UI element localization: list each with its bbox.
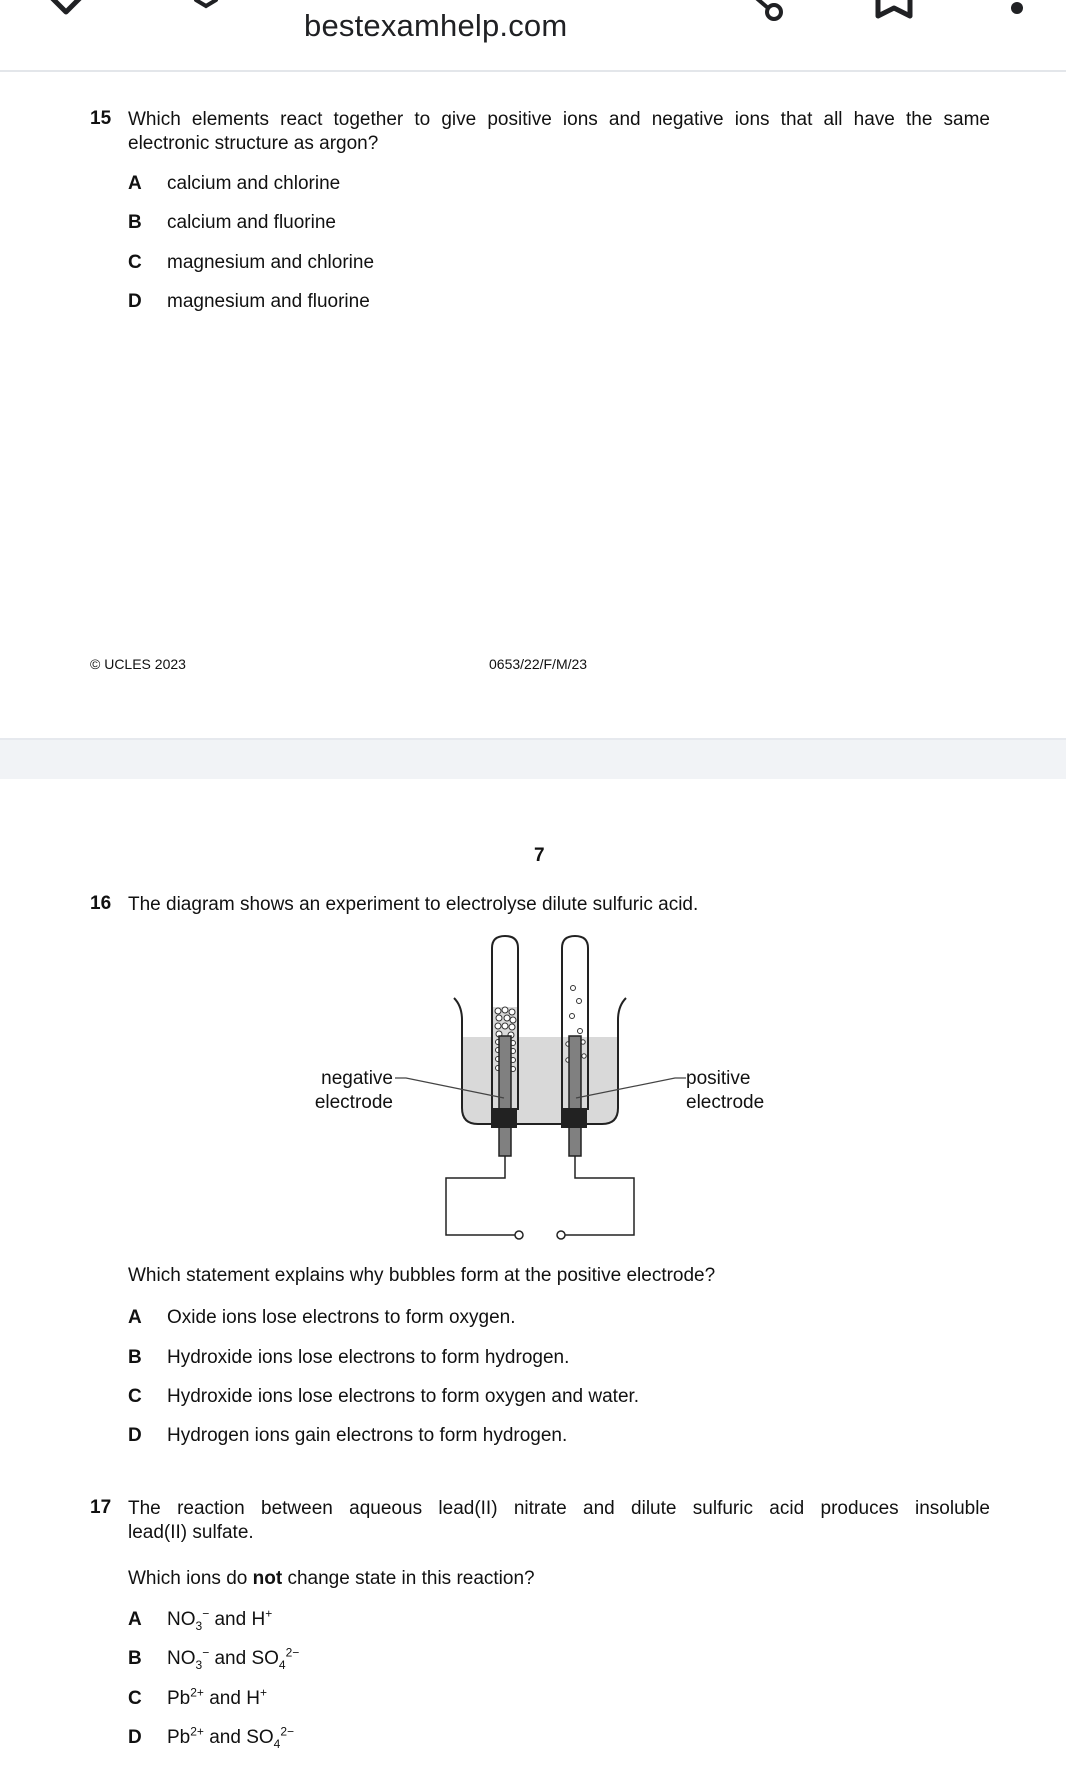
- q15-option-b-text: calcium and fluorine: [167, 212, 336, 233]
- right-bung: [561, 1108, 587, 1128]
- q17-a-ion1-sub: 3: [195, 1618, 203, 1633]
- q16-option-c-text: Hydroxide ions lose electrons to form oxygen and water.: [167, 1386, 640, 1407]
- question-17-line-1: The reaction between aqueous lead(II) nitrate and dilute sulfuric acid produces insoluble: [128, 1498, 990, 1519]
- question-15-line-2: electronic structure as argon?: [128, 133, 379, 154]
- q15-option-d-letter: D: [128, 291, 142, 312]
- browser-toolbar: [0, 0, 1066, 72]
- circuit-wire-left: [446, 1156, 515, 1235]
- question-15-line-1: Which elements react together to give positive ions and negative ions that all have the same: [128, 109, 990, 130]
- q17-a-and: and: [214, 1609, 247, 1630]
- q17-d-and: and: [209, 1727, 241, 1748]
- q17-d-ion2: SO: [246, 1727, 274, 1748]
- q17-a-ion2: H: [251, 1609, 266, 1630]
- question-17-number: 17: [90, 1497, 112, 1518]
- q17-prompt-emphasis: not: [252, 1568, 283, 1589]
- q17-a-ion1: NO: [167, 1609, 196, 1630]
- q17-d-ion1-sup: 2+: [190, 1724, 204, 1739]
- q17-c-ion1-sup: 2+: [190, 1685, 204, 1700]
- q15-option-a-text: calcium and chlorine: [167, 173, 341, 194]
- q15-option-b-letter: B: [128, 212, 142, 233]
- q16-option-d-letter: D: [128, 1425, 142, 1446]
- terminal-right: [557, 1231, 565, 1239]
- q17-b-ion1: NO: [167, 1648, 196, 1669]
- q16-option-b-letter: B: [128, 1347, 142, 1368]
- q15-option-a-letter: A: [128, 173, 142, 194]
- q17-a-ion1-sup: −: [202, 1606, 210, 1621]
- negative-electrode: [499, 1036, 511, 1156]
- circuit-wire-right: [565, 1156, 634, 1235]
- q17-option-a-text: [167, 1606, 273, 1633]
- q17-option-d-text: [167, 1724, 295, 1751]
- q16-option-d-text: Hydrogen ions gain electrons to form hydrogen.: [167, 1425, 568, 1446]
- q17-option-c-letter: C: [128, 1688, 142, 1709]
- q17-b-ion1-sup: −: [202, 1645, 210, 1660]
- q17-option-c-text: [167, 1685, 267, 1710]
- q16-option-a-text: Oxide ions lose electrons to form oxygen.: [167, 1307, 516, 1328]
- q17-d-ion1: Pb: [167, 1727, 191, 1748]
- q15-option-d-text: magnesium and fluorine: [167, 291, 370, 312]
- beaker-liquid: [462, 1037, 618, 1124]
- q17-c-ion1: Pb: [167, 1688, 191, 1709]
- q17-prompt-pre: Which ions do: [128, 1568, 253, 1589]
- q17-option-b-letter: B: [128, 1648, 142, 1669]
- question-16-prompt: Which statement explains why bubbles form at the positive electrode?: [128, 1265, 716, 1286]
- q17-b-ion2: SO: [251, 1648, 279, 1669]
- close-icon[interactable]: [42, 0, 92, 24]
- electrolysis-diagram: [300, 930, 780, 1250]
- q17-a-ion2-sup: +: [265, 1606, 273, 1621]
- q17-b-ion2-sub: 4: [278, 1657, 286, 1672]
- page-number: 7: [534, 845, 545, 866]
- terminal-left: [515, 1231, 523, 1239]
- page-separator: [0, 738, 1066, 781]
- left-bung: [491, 1108, 517, 1128]
- more-menu-icon[interactable]: [1007, 0, 1027, 20]
- q17-option-a-letter: A: [128, 1609, 142, 1630]
- positive-electrode: [569, 1036, 581, 1156]
- q15-option-c-text: magnesium and chlorine: [167, 252, 375, 273]
- q17-b-ion2-sup: 2−: [285, 1645, 300, 1660]
- negative-label-line-2: electrode: [314, 1092, 393, 1113]
- negative-label-line-1: negative: [321, 1068, 393, 1089]
- q17-c-and: and: [209, 1688, 241, 1709]
- question-16-text: The diagram shows an experiment to electrolyse dilute sulfuric acid.: [128, 894, 699, 915]
- q17-d-ion2-sup: 2−: [280, 1724, 295, 1739]
- q17-c-ion2: H: [246, 1688, 260, 1709]
- q15-option-c-letter: C: [128, 252, 142, 273]
- share-icon[interactable]: [750, 0, 790, 24]
- positive-label-line-1: positive: [686, 1068, 751, 1089]
- q17-b-and: and: [214, 1648, 247, 1669]
- question-17-prompt: [128, 1567, 535, 1591]
- question-16-number: 16: [90, 893, 112, 914]
- q17-c-ion2-sup: +: [259, 1685, 267, 1700]
- footer-copyright: © UCLES 2023: [90, 656, 186, 672]
- question-17-line-2: lead(II) sulfate.: [128, 1522, 254, 1543]
- q16-option-b-text: Hydroxide ions lose electrons to form hydrogen.: [167, 1347, 570, 1368]
- chevron-down-icon[interactable]: [192, 0, 220, 10]
- bookmark-icon[interactable]: [872, 0, 916, 24]
- q17-prompt-post: change state in this reaction?: [282, 1568, 535, 1589]
- q17-option-d-letter: D: [128, 1727, 142, 1748]
- q16-option-a-letter: A: [128, 1307, 142, 1328]
- q17-option-b-text: [167, 1645, 300, 1672]
- footer-paper-code: 0653/22/F/M/23: [489, 656, 588, 672]
- q17-d-ion2-sub: 4: [273, 1736, 281, 1751]
- positive-label-line-2: electrode: [686, 1092, 765, 1113]
- q16-option-c-letter: C: [128, 1386, 142, 1407]
- document-page-1: [0, 72, 1066, 738]
- url-text[interactable]: bestexamhelp.com: [304, 8, 568, 43]
- question-15-number: 15: [90, 108, 112, 129]
- q17-b-ion1-sub: 3: [195, 1657, 203, 1672]
